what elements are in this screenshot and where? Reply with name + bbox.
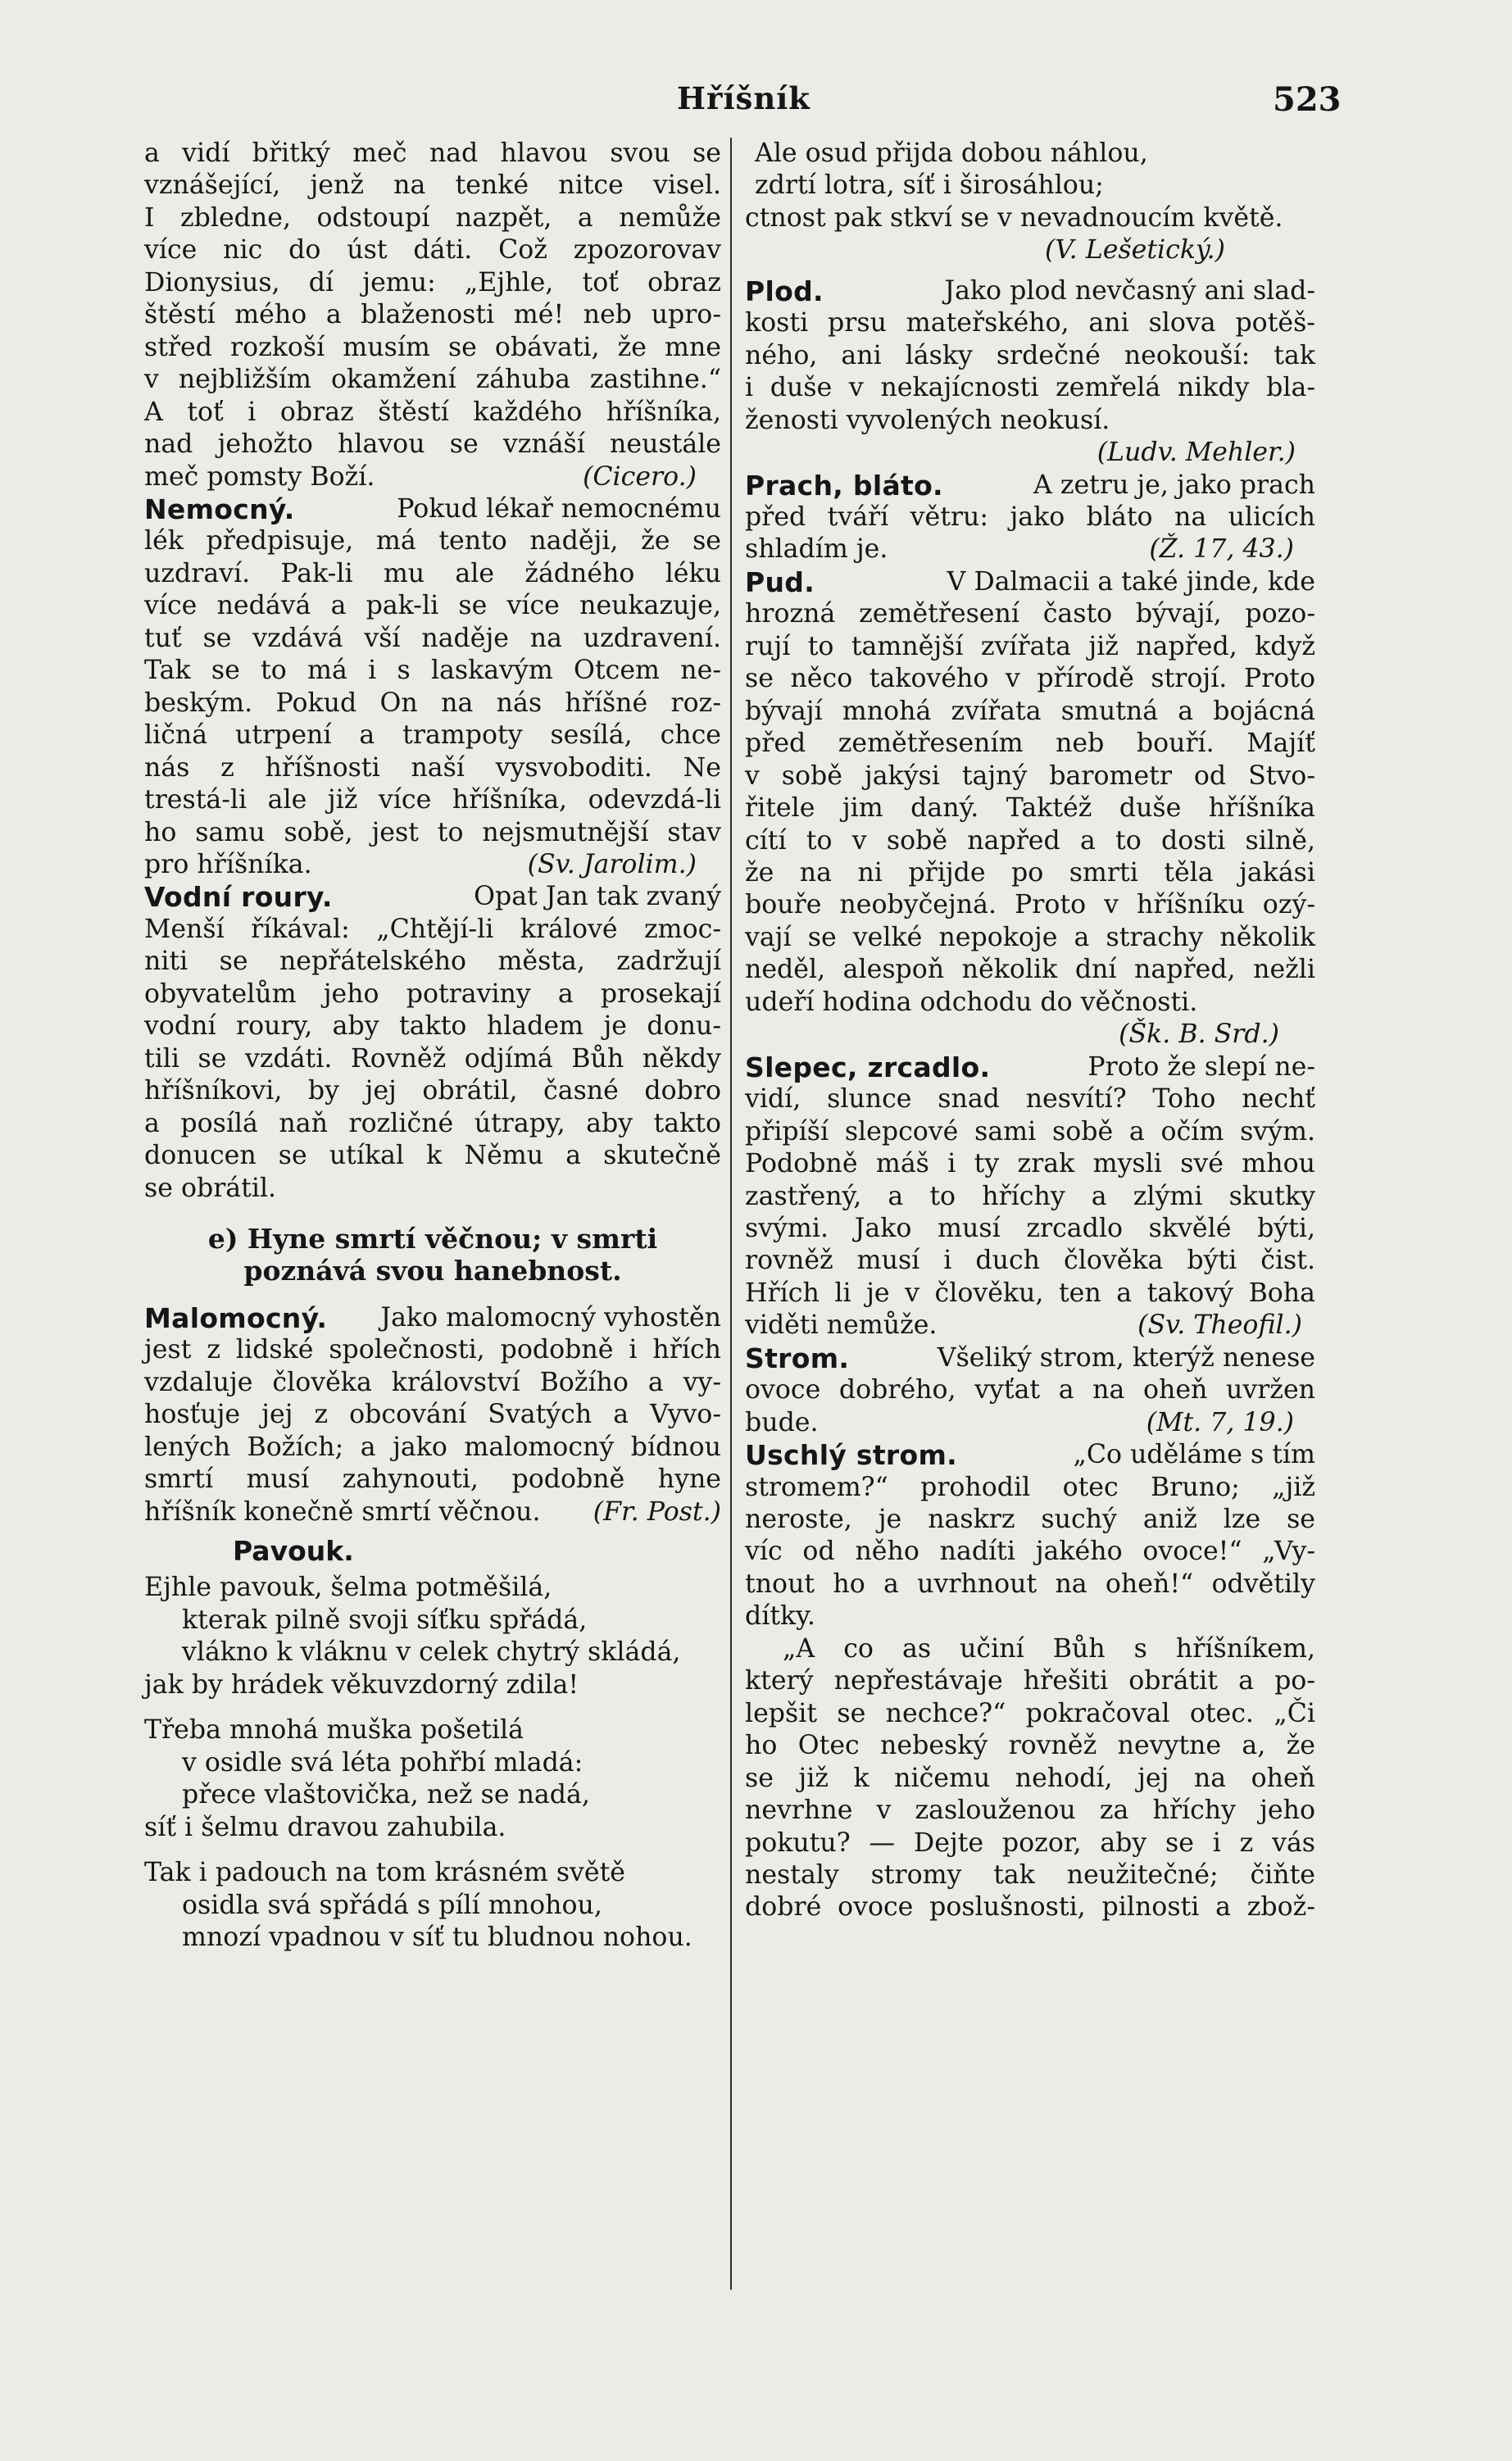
source-citation: (Mt. 7, 19.) xyxy=(1146,1407,1294,1437)
text-line: víc od něho nadíti jakého ovoce!“ „Vy- xyxy=(745,1537,1315,1567)
source-citation: (Cicero.) xyxy=(583,461,697,492)
running-header xyxy=(0,80,1512,129)
poem-line: Tak i padouch na tom krásném světě xyxy=(144,1858,625,1888)
text-line: Podobně máš i ty zrak mysli své mhou xyxy=(745,1149,1315,1179)
poem-continuation xyxy=(745,138,1315,267)
text-line: tili se vzdáti. Rovněž odjímá Bůh někdy xyxy=(144,1043,721,1074)
text-line: se obrátil. xyxy=(144,1173,277,1203)
entry-first-line xyxy=(745,470,1315,502)
section-heading-line: e) Hyne smrtí věčnou; v smrti xyxy=(207,1222,658,1255)
entry-first-line xyxy=(745,1051,1315,1083)
text-line: bouře neobyčejná. Proto v hříšníku ozý- xyxy=(745,890,1315,920)
entry-uschly-strom xyxy=(745,1439,1315,1633)
text-line: Dionysius, dí jemu: „Ejhle, toť obraz xyxy=(144,267,721,297)
entry-pavouk-title: Pavouk. xyxy=(233,1535,354,1568)
entry-first-line xyxy=(745,275,1315,307)
poem-line: síť i šelmu dravou zahubila. xyxy=(144,1812,506,1842)
text-line: štěstí mého a blaženosti mé! neb upro- xyxy=(144,300,721,330)
entry-prach-blato xyxy=(745,470,1315,566)
left-column xyxy=(144,138,721,1954)
poem-line: mnozí vpadnou v síť tu bludnou nohou. xyxy=(182,1923,692,1953)
text-line: lék předpisuje, má tento naději, že se xyxy=(144,526,721,556)
text-line: niti se nepřátelského města, zadržují xyxy=(144,947,721,977)
entry-nemocny xyxy=(144,493,721,881)
entry-first-line xyxy=(144,881,721,913)
text-line: V Dalmacii a také jinde, kde xyxy=(947,566,1315,597)
entry-headword: Prach, bláto. xyxy=(745,469,943,502)
text-line: obyvatelům jeho potraviny a prosekají xyxy=(144,978,721,1009)
source-citation: (Ž. 17, 43.) xyxy=(1149,534,1294,565)
poem-line: v osidle svá léta pohřbí mladá: xyxy=(182,1747,583,1778)
text-line: řitele jim daný. Taktéž duše hříšníka xyxy=(745,793,1315,824)
entry-headword: Pud. xyxy=(745,565,815,598)
text-line: uzdraví. Pak-li mu ale žádného léku xyxy=(144,558,721,588)
text-line: pro hříšníka. xyxy=(144,849,312,879)
text-line: Tak se to má i s laskavým Otcem ne- xyxy=(144,656,721,686)
text-line: ovoce dobrého, vyťat a na oheň uvržen xyxy=(745,1375,1315,1405)
poem xyxy=(144,1572,721,1954)
text-line: dítky. xyxy=(745,1601,815,1632)
text-line: a posílá naň rozličné útrapy, aby takto xyxy=(144,1108,721,1138)
text-line: vidí, slunce snad nesvítí? Toho nechť xyxy=(745,1084,1315,1115)
text-line: Proto že slepí ne- xyxy=(1087,1051,1315,1082)
text-line: ho Otec nebeský rovněž nevytne a, že xyxy=(745,1731,1315,1761)
text-line: a vidí břitký meč nad hlavou svou se xyxy=(144,138,721,168)
poem-line: Třeba mnohá muška pošetilá xyxy=(144,1715,524,1746)
section-e-heading xyxy=(144,1223,721,1287)
text-line: před tváří větru: jako bláto na ulicích xyxy=(745,502,1315,532)
entry-first-line xyxy=(144,493,721,525)
text-line: nestaly stromy tak neužitečné; čiňte xyxy=(745,1860,1315,1891)
text-line: před zemětřesením neb bouří. Majíť xyxy=(745,729,1315,759)
text-line: beským. Pokud On na nás hříšné roz- xyxy=(144,688,721,718)
text-line: bývají mnohá zvířata smutná a bojácná xyxy=(745,696,1315,726)
text-line: cítí to v sobě napřed a to dosti silně, xyxy=(745,825,1315,856)
text-line: smrtí musí zahynouti, podobně hyne xyxy=(144,1464,721,1495)
cicero-paragraph xyxy=(144,138,721,493)
text-line: tnout ho a uvrhnout na oheň!“ odvětily xyxy=(745,1569,1315,1599)
source-citation: (V. Lešetický.) xyxy=(1045,235,1225,266)
text-line: jest z lidské společnosti, podobně i hřích xyxy=(144,1335,721,1365)
text-line: Jako plod nevčasný ani slad- xyxy=(944,275,1315,306)
text-line: připíší slepcové sami sobě a očím svým. xyxy=(745,1116,1315,1146)
text-line: neroste, je naskrz suchý aniž lze se xyxy=(745,1505,1315,1535)
text-line: více nedává a pak-li se více neukazuje, xyxy=(144,591,721,621)
entry-headword: Plod. xyxy=(745,275,824,307)
text-line: „A co as učiní Bůh s hříšníkem, xyxy=(783,1633,1315,1664)
text-line: hosťuje jej z obcování Svatých a Vyvo- xyxy=(144,1400,721,1430)
text-line: nevrhne v zaslouženou za hříchy jeho xyxy=(745,1796,1315,1826)
text-line: ného, ani lásky srdečné neokouší: tak xyxy=(745,340,1315,370)
entry-vodni-roury xyxy=(144,881,721,1205)
entry-headword: Vodní roury. xyxy=(144,881,333,914)
text-line: hříšník konečně smrtí věčnou. xyxy=(144,1496,541,1527)
entry-first-line xyxy=(745,1439,1315,1471)
text-line: bude. xyxy=(745,1407,819,1437)
text-line: neděl, alespoň několik dní napřed, nežli xyxy=(745,955,1315,985)
source-citation: (Fr. Post.) xyxy=(593,1496,721,1527)
text-line: tuť se vzdává vší naděje na uzdravení. xyxy=(144,623,721,653)
text-line: donucen se utíkal k Němu a skutečně xyxy=(144,1141,721,1171)
poem-line: Ale osud přijda dobou náhlou, xyxy=(755,138,1148,168)
text-line: střed rozkoší musím se obávati, že mne xyxy=(144,332,721,362)
text-line: hrozná zemětřesení často bývají, pozo- xyxy=(745,599,1315,629)
running-title: Hříšník xyxy=(677,80,810,116)
text-line: Jako malomocný vyhostěn xyxy=(380,1302,721,1333)
source-row xyxy=(745,1310,1315,1342)
text-line: se něco takového v přírodě strojí. Proto xyxy=(745,664,1315,694)
text-line: trestá-li ale již více hříšníka, odevzdá-li xyxy=(144,785,721,815)
source-row xyxy=(745,1407,1315,1439)
text-line: i duše v nekajícnosti zemřelá nikdy bla- xyxy=(745,373,1315,403)
source-citation: (Ludv. Mehler.) xyxy=(1097,438,1296,468)
text-line: hříšníkovi, by jej obrátil, časné dobro xyxy=(144,1076,721,1106)
text-line: „Co uděláme s tím xyxy=(1073,1440,1315,1470)
entry-headword: Nemocný. xyxy=(144,493,295,525)
text-line: ličná utrpení a trampoty sesílá, chce xyxy=(144,720,721,751)
text-line: ho samu sobě, jest to nejsmutnější stav xyxy=(144,817,721,847)
poem-line: jak by hrádek věkuvzdorný zdila! xyxy=(144,1669,579,1700)
text-line: vají se velké nepokoje a strachy několik xyxy=(745,922,1315,952)
text-line: I zbledne, odstoupí nazpět, a nemůže xyxy=(144,202,721,233)
text-line: Menší říkával: „Chtějí-li králové zmoc- xyxy=(144,914,721,944)
poem-line: vlákno k vláknu v celek chytrý skládá, xyxy=(182,1637,681,1668)
text-line: který nepřestávaje hřešiti obrátit a po- xyxy=(745,1666,1315,1696)
text-line: dobré ovoce poslušnosti, pilnosti a zbož- xyxy=(745,1892,1315,1923)
text-line: A zetru je, jako prach xyxy=(1033,470,1315,500)
poem-line: přece vlaštovička, než se nadá, xyxy=(182,1780,590,1810)
entry-first-line xyxy=(745,566,1315,598)
text-line: rovněž musí i duch člověka býti čist. xyxy=(745,1246,1315,1276)
section-heading-line: poznává svou hanebnost. xyxy=(243,1255,622,1287)
entry-headword: Strom. xyxy=(745,1342,850,1374)
text-line: se již k ničemu nehodí, jej na oheň xyxy=(745,1763,1315,1793)
entry-strom xyxy=(745,1342,1315,1439)
poem-line: kterak pilně svoji síťku spřádá, xyxy=(182,1605,588,1635)
text-line: viděti nemůže. xyxy=(745,1310,938,1341)
entry-malomocny xyxy=(144,1302,721,1528)
source-citation: (Šk. B. Srd.) xyxy=(1119,1019,1279,1050)
entry-headword: Malomocný. xyxy=(144,1301,328,1334)
poem-line: zdrtí lotra, síť i širosáhlou; xyxy=(755,170,1104,201)
entry-first-line xyxy=(745,1342,1315,1374)
page-number: 523 xyxy=(1273,80,1342,119)
text-line: pokutu? — Dejte pozor, aby se i z vás xyxy=(745,1828,1315,1858)
entry-headword: Slepec, zrcadlo. xyxy=(745,1051,991,1083)
text-line: lepšit se nechce?“ pokračoval otec. „Či xyxy=(745,1698,1315,1728)
source-row xyxy=(745,534,1315,565)
right-column xyxy=(745,138,1315,1924)
text-line: rují to tamnější zvířata již napřed, když xyxy=(745,631,1315,661)
text-line: vznášející, jenž na tenké nitce visel. xyxy=(144,170,721,201)
text-line: Všeliký strom, kterýž nenese xyxy=(937,1342,1315,1373)
text-line: v sobě jakýsi tajný barometr od Stvo- xyxy=(745,761,1315,791)
text-line: stromem?“ prohodil otec Bruno; „již xyxy=(745,1472,1315,1502)
text-line: Opat Jan tak zvaný xyxy=(474,882,721,912)
source-citation: (Sv. Theofil.) xyxy=(1137,1310,1302,1341)
text-line: nad jehožto hlavou se vznáší neustále xyxy=(144,429,721,460)
text-line: kosti prsu mateřského, ani slova potěš- xyxy=(745,308,1315,338)
poem-line: Ejhle pavouk, šelma potměšilá, xyxy=(144,1573,552,1603)
text-line: svými. Jako musí zrcadlo skvělé býti, xyxy=(745,1213,1315,1243)
text-line: A toť i obraz štěstí každého hříšníka, xyxy=(144,397,721,427)
text-line: Hřích li je v člověku, ten a takový Boha xyxy=(745,1278,1315,1308)
text-line: lených Božích; a jako malomocný bídnou xyxy=(144,1432,721,1462)
entry-plod xyxy=(745,275,1315,470)
source-row xyxy=(144,1496,721,1528)
entry-pud xyxy=(745,566,1315,1051)
text-line: shladím je. xyxy=(745,534,888,565)
text-line: ženosti vyvolených neokusí. xyxy=(745,405,1110,435)
text-line: zastřený, a to hříchy a zlými skutky xyxy=(745,1181,1315,1211)
source-citation: (Sv. Jarolim.) xyxy=(527,849,697,879)
poem-line: ctnost pak stkví se v nevadnoucím květě. xyxy=(745,202,1283,233)
text-line: vodní roury, aby takto hladem je donu- xyxy=(144,1011,721,1042)
text-line: že na ni přijde po smrti těla jakási xyxy=(745,857,1315,888)
column-divider xyxy=(730,138,732,2290)
text-line: meč pomsty Boží. xyxy=(144,461,375,492)
entry-first-line xyxy=(144,1302,721,1334)
text-line: nás z hříšnosti naší vysvoboditi. Ne xyxy=(144,752,721,783)
text-line: více nic do úst dáti. Což zpozorovav xyxy=(144,235,721,266)
source-row xyxy=(144,849,721,881)
text-line: v nejbližším okamžení záhuba zastihne.“ xyxy=(144,365,721,395)
text-line: vzdaluje člověka království Božího a vy- xyxy=(144,1367,721,1397)
poem-line: osidla svá spřádá s pílí mnohou, xyxy=(182,1890,602,1920)
text-line: udeří hodina odchodu do věčnosti. xyxy=(745,987,1198,1017)
source-row xyxy=(144,461,721,493)
entry-slepec-zrcadlo xyxy=(745,1051,1315,1342)
entry-bruno-paragraph xyxy=(745,1633,1315,1924)
text-line: Pokud lékař nemocnému xyxy=(397,493,721,524)
entry-headword: Uschlý strom. xyxy=(745,1439,957,1472)
